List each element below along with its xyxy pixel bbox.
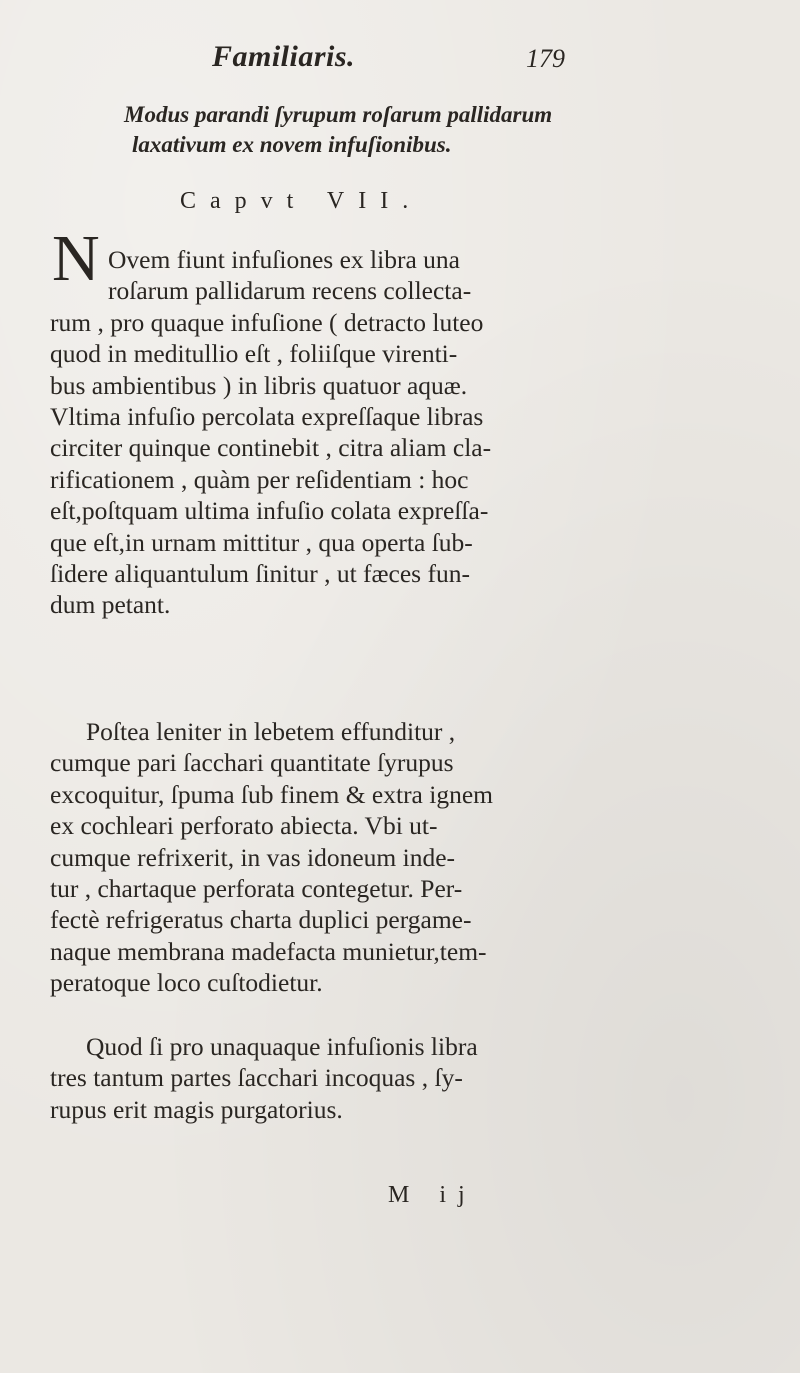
text-line: roſarum pallidarum recens collecta- — [108, 276, 472, 306]
text-line: bus ambientibus ) in libris quatuor aquæ. — [50, 370, 468, 400]
text-line: ſidere aliquantulum ſinitur , ut fæces fun- — [50, 558, 470, 588]
drop-cap-initial: N — [52, 222, 100, 295]
text-line: Ovem fiunt infuſiones ex libra una — [108, 245, 460, 274]
text-line: rificationem , quàm per reſidentiam : hoc — [50, 464, 469, 494]
text-line: tur , chartaque perforata contegetur. Per- — [50, 873, 463, 903]
recipe-title-line-1: Modus parandi ſyrupum roſarum pallidarum — [124, 102, 553, 127]
text-line: rupus erit magis purgatorius. — [50, 1094, 343, 1124]
paragraph-2 — [50, 716, 770, 999]
text-line: tres tantum partes ſacchari incoquas , ſy- — [50, 1063, 463, 1093]
text-line: cumque refrixerit, in vas idoneum inde- — [50, 842, 456, 872]
text-line: ex cochleari perforato abiecta. Vbi ut- — [50, 811, 438, 841]
recipe-title-line-2: laxativum ex novem infuſionibus. — [132, 132, 452, 157]
text-line: excoquitur, ſpuma ſub finem & extra ignem — [50, 779, 493, 809]
signature-mark: M ij — [388, 1182, 477, 1208]
page-number: 179 — [526, 44, 565, 73]
paragraph-1 — [50, 244, 770, 621]
text-line: circiter quinque continebit , citra aliam cla- — [50, 433, 492, 463]
text-line: Poſtea leniter in lebetem effunditur , — [86, 717, 456, 746]
text-line: que eſt,in urnam mittitur , qua operta ſub- — [50, 527, 473, 557]
text-line: fectè refrigeratus charta duplici pergame- — [50, 905, 472, 935]
paragraph-3 — [50, 1031, 770, 1125]
running-head: Familiaris. — [212, 40, 356, 73]
text-line: naque membrana madefacta munietur,tem- — [50, 936, 487, 966]
text-line: dum petant. — [50, 590, 171, 620]
chapter-heading: Capvt VII. — [180, 188, 423, 214]
text-line: quod in meditullio eſt , foliiſque virenti- — [50, 339, 458, 369]
text-line: eſt,poſtquam ultima infuſio colata expreſſa- — [50, 496, 489, 526]
text-line: cumque pari ſacchari quantitate ſyrupus — [50, 748, 454, 778]
text-line: Vltima infuſio percolata expreſſaque libras — [50, 401, 484, 431]
text-line: Quod ſi pro unaquaque infuſionis libra — [86, 1032, 478, 1061]
text-line: peratoque loco cuſtodietur. — [50, 968, 323, 998]
text-line: rum , pro quaque infuſione ( detracto luteo — [50, 307, 484, 337]
